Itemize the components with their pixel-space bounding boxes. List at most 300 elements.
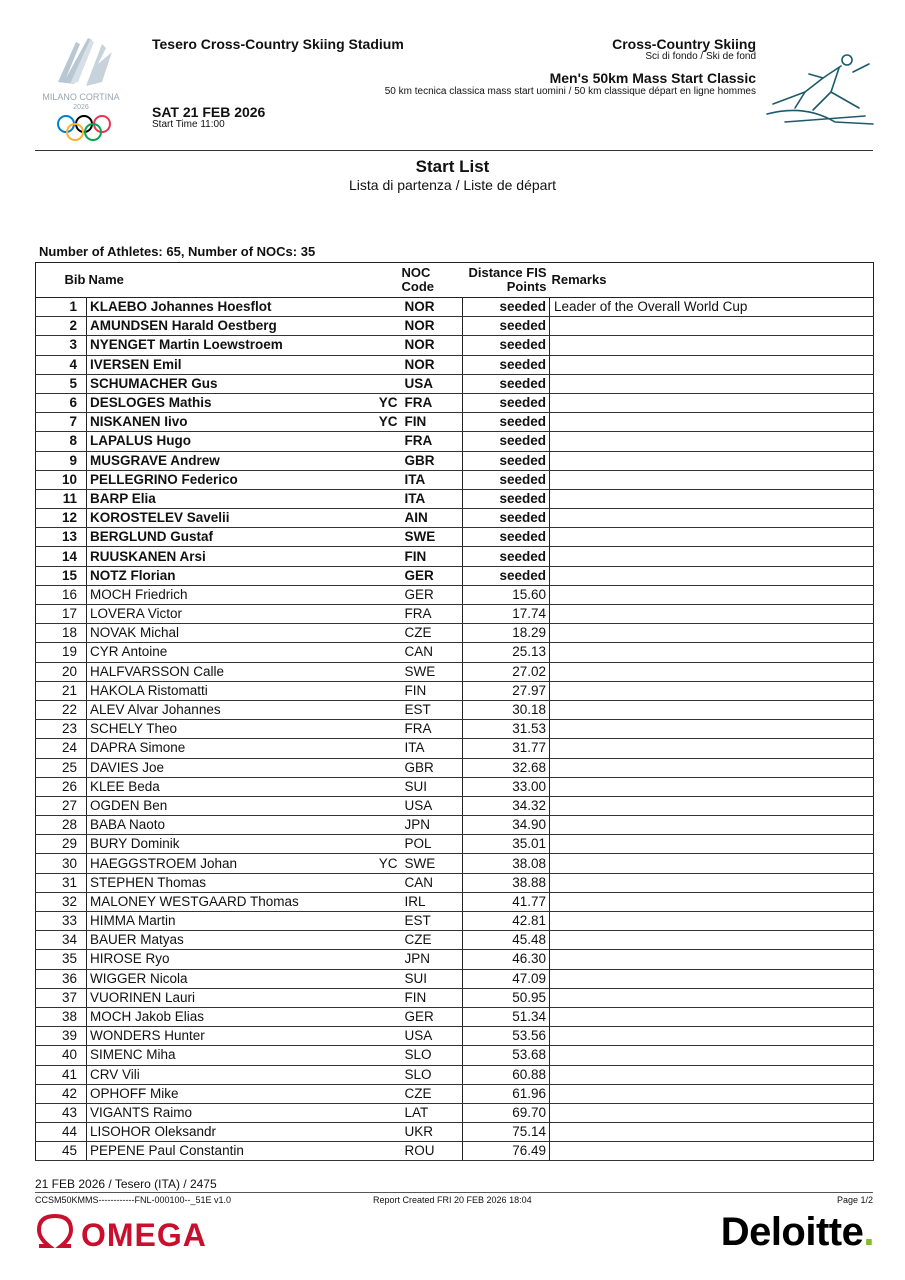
page-title: Start List bbox=[415, 157, 490, 176]
fis-points-cell: 61.96 bbox=[463, 1084, 550, 1103]
noc-code-cell: EST bbox=[402, 912, 463, 931]
remarks-cell bbox=[550, 585, 874, 604]
remarks-cell bbox=[550, 393, 874, 412]
table-header-row bbox=[36, 263, 874, 298]
bib-cell: 34 bbox=[36, 931, 87, 950]
athlete-name-cell: AMUNDSEN Harald Oestberg bbox=[87, 317, 377, 336]
noc-code-cell: GER bbox=[402, 585, 463, 604]
athlete-name-cell: MALONEY WESTGAARD Thomas bbox=[87, 892, 377, 911]
fis-points-cell: 31.77 bbox=[463, 739, 550, 758]
noc-code-cell: ITA bbox=[402, 470, 463, 489]
bib-cell: 33 bbox=[36, 912, 87, 931]
fis-points-cell: seeded bbox=[463, 451, 550, 470]
logo-text: MILANO CORTINA bbox=[42, 92, 120, 102]
fis-points-cell: seeded bbox=[463, 566, 550, 585]
noc-code-cell: CZE bbox=[402, 931, 463, 950]
noc-code-cell: SUI bbox=[402, 969, 463, 988]
athlete-name-cell: HIMMA Martin bbox=[87, 912, 377, 931]
young-category-cell bbox=[377, 1027, 402, 1046]
fis-points-cell: 50.95 bbox=[463, 988, 550, 1007]
remarks-cell bbox=[550, 912, 874, 931]
athlete-name-cell: WONDERS Hunter bbox=[87, 1027, 377, 1046]
athlete-name-cell: SCHELY Theo bbox=[87, 720, 377, 739]
athlete-name-cell: NOTZ Florian bbox=[87, 566, 377, 585]
remarks-cell bbox=[550, 509, 874, 528]
athlete-name-cell: BAUER Matyas bbox=[87, 931, 377, 950]
remarks-cell bbox=[550, 1065, 874, 1084]
young-category-cell bbox=[377, 681, 402, 700]
milano-cortina-2026-logo bbox=[36, 34, 126, 146]
young-category-cell bbox=[377, 662, 402, 681]
bib-cell: 21 bbox=[36, 681, 87, 700]
young-category-cell bbox=[377, 432, 402, 451]
bib-cell: 17 bbox=[36, 605, 87, 624]
table-row bbox=[36, 393, 874, 412]
athlete-name-cell: BABA Naoto bbox=[87, 816, 377, 835]
fis-points-cell: 38.08 bbox=[463, 854, 550, 873]
footer-date-location: 21 FEB 2026 / Tesero (ITA) / 2475 bbox=[35, 1177, 217, 1191]
fis-points-cell: 27.02 bbox=[463, 662, 550, 681]
fis-points-cell: 53.68 bbox=[463, 1046, 550, 1065]
header-noc-code bbox=[402, 263, 463, 298]
table-row bbox=[36, 451, 874, 470]
sport-name: Cross-Country Skiing bbox=[612, 36, 756, 52]
athlete-name-cell: NISKANEN Iivo bbox=[87, 413, 377, 432]
noc-code-cell: NOR bbox=[402, 355, 463, 374]
header-name: Name bbox=[87, 263, 377, 298]
table-row bbox=[36, 413, 874, 432]
bib-cell: 37 bbox=[36, 988, 87, 1007]
athlete-name-cell: MOCH Friedrich bbox=[87, 585, 377, 604]
bib-cell: 32 bbox=[36, 892, 87, 911]
remarks-cell bbox=[550, 1046, 874, 1065]
fis-points-cell: 53.56 bbox=[463, 1027, 550, 1046]
bib-cell: 31 bbox=[36, 873, 87, 892]
young-category-cell bbox=[377, 355, 402, 374]
young-category-cell bbox=[377, 528, 402, 547]
young-category-cell bbox=[377, 1142, 402, 1161]
bib-cell: 42 bbox=[36, 1084, 87, 1103]
young-category-cell: YC bbox=[377, 393, 402, 412]
table-row bbox=[36, 796, 874, 815]
remarks-cell bbox=[550, 662, 874, 681]
noc-code-cell: CZE bbox=[402, 1084, 463, 1103]
header-remarks: Remarks bbox=[550, 263, 874, 298]
header-bib: Bib bbox=[36, 263, 87, 298]
fis-points-cell: seeded bbox=[463, 432, 550, 451]
bib-cell: 28 bbox=[36, 816, 87, 835]
noc-code-cell: NOR bbox=[402, 298, 463, 317]
young-category-cell bbox=[377, 700, 402, 719]
bib-cell: 45 bbox=[36, 1142, 87, 1161]
remarks-cell bbox=[550, 317, 874, 336]
young-category-cell bbox=[377, 451, 402, 470]
table-row bbox=[36, 758, 874, 777]
remarks-cell bbox=[550, 1123, 874, 1142]
table-row bbox=[36, 700, 874, 719]
venue-name: Tesero Cross-Country Skiing Stadium bbox=[152, 36, 404, 52]
remarks-cell bbox=[550, 969, 874, 988]
young-category-cell bbox=[377, 969, 402, 988]
fis-points-cell: seeded bbox=[463, 413, 550, 432]
young-category-cell: YC bbox=[377, 413, 402, 432]
noc-code-cell: EST bbox=[402, 700, 463, 719]
young-category-cell bbox=[377, 298, 402, 317]
remarks-cell bbox=[550, 1103, 874, 1122]
event-name-translations: 50 km tecnica classica mass start uomini / 50 km classique départ en ligne hommes bbox=[384, 86, 756, 97]
remarks-cell bbox=[550, 374, 874, 393]
remarks-cell bbox=[550, 892, 874, 911]
athlete-name-cell: MUSGRAVE Andrew bbox=[87, 451, 377, 470]
remarks-cell bbox=[550, 1027, 874, 1046]
athlete-name-cell: SIMENC Miha bbox=[87, 1046, 377, 1065]
bib-cell: 6 bbox=[36, 393, 87, 412]
bib-cell: 2 bbox=[36, 317, 87, 336]
bib-cell: 26 bbox=[36, 777, 87, 796]
table-row bbox=[36, 317, 874, 336]
noc-code-cell: NOR bbox=[402, 317, 463, 336]
fis-points-cell: 17.74 bbox=[463, 605, 550, 624]
remarks-cell bbox=[550, 336, 874, 355]
young-category-cell bbox=[377, 624, 402, 643]
bib-cell: 3 bbox=[36, 336, 87, 355]
athlete-name-cell: SCHUMACHER Gus bbox=[87, 374, 377, 393]
event-name: Men's 50km Mass Start Classic bbox=[549, 70, 756, 86]
young-category-cell bbox=[377, 816, 402, 835]
noc-code-cell: FIN bbox=[402, 988, 463, 1007]
athlete-name-cell: IVERSEN Emil bbox=[87, 355, 377, 374]
remarks-cell bbox=[550, 988, 874, 1007]
remarks-cell bbox=[550, 432, 874, 451]
bib-cell: 12 bbox=[36, 509, 87, 528]
noc-code-cell: FRA bbox=[402, 432, 463, 451]
table-row bbox=[36, 988, 874, 1007]
young-category-cell bbox=[377, 643, 402, 662]
noc-code-cell: FRA bbox=[402, 605, 463, 624]
young-category-cell bbox=[377, 509, 402, 528]
table-row bbox=[36, 873, 874, 892]
table-row bbox=[36, 470, 874, 489]
noc-code-cell: CAN bbox=[402, 873, 463, 892]
fis-points-cell: 15.60 bbox=[463, 585, 550, 604]
young-category-cell bbox=[377, 605, 402, 624]
athlete-name-cell: BARP Elia bbox=[87, 489, 377, 508]
table-row bbox=[36, 355, 874, 374]
remarks-cell bbox=[550, 489, 874, 508]
table-row bbox=[36, 643, 874, 662]
fis-points-cell: seeded bbox=[463, 355, 550, 374]
noc-code-cell: GBR bbox=[402, 758, 463, 777]
omega-logo bbox=[35, 1212, 235, 1254]
bib-cell: 5 bbox=[36, 374, 87, 393]
bib-cell: 16 bbox=[36, 585, 87, 604]
omega-symbol-icon bbox=[39, 1216, 71, 1246]
deloitte-logo bbox=[721, 1210, 874, 1254]
remarks-cell bbox=[550, 816, 874, 835]
fis-points-cell: seeded bbox=[463, 528, 550, 547]
noc-code-cell: JPN bbox=[402, 816, 463, 835]
athlete-name-cell: LAPALUS Hugo bbox=[87, 432, 377, 451]
table-row bbox=[36, 931, 874, 950]
bib-cell: 4 bbox=[36, 355, 87, 374]
fis-points-cell: 27.97 bbox=[463, 681, 550, 700]
athlete-name-cell: HALFVARSSON Calle bbox=[87, 662, 377, 681]
noc-code-cell: POL bbox=[402, 835, 463, 854]
header-points-line2: Points bbox=[506, 279, 547, 294]
athlete-name-cell: MOCH Jakob Elias bbox=[87, 1007, 377, 1026]
athlete-name-cell: DAPRA Simone bbox=[87, 739, 377, 758]
athlete-name-cell: VUORINEN Lauri bbox=[87, 988, 377, 1007]
table-row bbox=[36, 547, 874, 566]
table-row bbox=[36, 1084, 874, 1103]
fis-points-cell: seeded bbox=[463, 489, 550, 508]
noc-code-cell: CZE bbox=[402, 624, 463, 643]
noc-code-cell: GER bbox=[402, 566, 463, 585]
bib-cell: 44 bbox=[36, 1123, 87, 1142]
athlete-name-cell: ALEV Alvar Johannes bbox=[87, 700, 377, 719]
table-row bbox=[36, 566, 874, 585]
athlete-name-cell: NOVAK Michal bbox=[87, 624, 377, 643]
noc-code-cell: GER bbox=[402, 1007, 463, 1026]
header-points bbox=[463, 263, 550, 298]
remarks-cell bbox=[550, 624, 874, 643]
table-row bbox=[36, 950, 874, 969]
bib-cell: 9 bbox=[36, 451, 87, 470]
noc-code-cell: USA bbox=[402, 1027, 463, 1046]
noc-code-cell: FIN bbox=[402, 681, 463, 700]
remarks-cell bbox=[550, 1142, 874, 1161]
table-row bbox=[36, 1123, 874, 1142]
young-category-cell bbox=[377, 336, 402, 355]
young-category-cell bbox=[377, 758, 402, 777]
fis-points-cell: 51.34 bbox=[463, 1007, 550, 1026]
table-row bbox=[36, 969, 874, 988]
athlete-name-cell: KOROSTELEV Savelii bbox=[87, 509, 377, 528]
table-row bbox=[36, 1065, 874, 1084]
bib-cell: 43 bbox=[36, 1103, 87, 1122]
m26-mark-icon bbox=[58, 38, 112, 86]
fis-points-cell: seeded bbox=[463, 393, 550, 412]
fis-points-cell: 41.77 bbox=[463, 892, 550, 911]
table-row bbox=[36, 489, 874, 508]
fis-points-cell: 35.01 bbox=[463, 835, 550, 854]
fis-points-cell: seeded bbox=[463, 547, 550, 566]
bib-cell: 29 bbox=[36, 835, 87, 854]
noc-code-cell: CAN bbox=[402, 643, 463, 662]
young-category-cell bbox=[377, 1046, 402, 1065]
young-category-cell bbox=[377, 931, 402, 950]
remarks-cell bbox=[550, 547, 874, 566]
bib-cell: 20 bbox=[36, 662, 87, 681]
fis-points-cell: 45.48 bbox=[463, 931, 550, 950]
table-row bbox=[36, 336, 874, 355]
bib-cell: 10 bbox=[36, 470, 87, 489]
start-time: Start Time 11:00 bbox=[152, 119, 225, 130]
cross-country-skier-pictogram bbox=[765, 52, 875, 128]
fis-points-cell: seeded bbox=[463, 374, 550, 393]
table-row bbox=[36, 1046, 874, 1065]
bib-cell: 41 bbox=[36, 1065, 87, 1084]
footer-page-number: Page 1/2 bbox=[836, 1195, 873, 1205]
young-category-cell bbox=[377, 796, 402, 815]
noc-code-cell: ITA bbox=[402, 489, 463, 508]
fis-points-cell: 69.70 bbox=[463, 1103, 550, 1122]
noc-code-cell: SWE bbox=[402, 528, 463, 547]
bib-cell: 22 bbox=[36, 700, 87, 719]
fis-points-cell: seeded bbox=[463, 298, 550, 317]
fis-points-cell: 60.88 bbox=[463, 1065, 550, 1084]
young-category-cell bbox=[377, 950, 402, 969]
remarks-cell bbox=[550, 451, 874, 470]
remarks-cell bbox=[550, 643, 874, 662]
athlete-name-cell: BURY Dominik bbox=[87, 835, 377, 854]
fis-points-cell: 46.30 bbox=[463, 950, 550, 969]
fis-points-cell: 25.13 bbox=[463, 643, 550, 662]
athlete-name-cell: DESLOGES Mathis bbox=[87, 393, 377, 412]
table-row bbox=[36, 1103, 874, 1122]
omega-wordmark: OMEGA bbox=[81, 1217, 207, 1253]
table-row bbox=[36, 739, 874, 758]
noc-code-cell: JPN bbox=[402, 950, 463, 969]
remarks-cell bbox=[550, 528, 874, 547]
remarks-cell bbox=[550, 873, 874, 892]
noc-code-cell: USA bbox=[402, 374, 463, 393]
noc-code-cell: SLO bbox=[402, 1046, 463, 1065]
athlete-name-cell: HAEGGSTROEM Johan bbox=[87, 854, 377, 873]
table-row bbox=[36, 528, 874, 547]
bib-cell: 13 bbox=[36, 528, 87, 547]
fis-points-cell: seeded bbox=[463, 470, 550, 489]
table-row bbox=[36, 298, 874, 317]
remarks-cell bbox=[550, 681, 874, 700]
table-row bbox=[36, 374, 874, 393]
fis-points-cell: seeded bbox=[463, 509, 550, 528]
table-row bbox=[36, 605, 874, 624]
noc-code-cell: SWE bbox=[402, 662, 463, 681]
fis-points-cell: 32.68 bbox=[463, 758, 550, 777]
bib-cell: 30 bbox=[36, 854, 87, 873]
athlete-name-cell: KLEE Beda bbox=[87, 777, 377, 796]
bib-cell: 23 bbox=[36, 720, 87, 739]
remarks-cell bbox=[550, 355, 874, 374]
young-category-cell bbox=[377, 374, 402, 393]
athlete-name-cell: CYR Antoine bbox=[87, 643, 377, 662]
table-row bbox=[36, 681, 874, 700]
start-list-table bbox=[35, 262, 874, 1161]
table-row bbox=[36, 585, 874, 604]
bib-cell: 19 bbox=[36, 643, 87, 662]
remarks-cell bbox=[550, 413, 874, 432]
young-category-cell bbox=[377, 1123, 402, 1142]
table-row bbox=[36, 835, 874, 854]
remarks-cell bbox=[550, 835, 874, 854]
athlete-name-cell: DAVIES Joe bbox=[87, 758, 377, 777]
bib-cell: 7 bbox=[36, 413, 87, 432]
remarks-cell bbox=[550, 854, 874, 873]
table-row bbox=[36, 816, 874, 835]
athlete-name-cell: PELLEGRINO Federico bbox=[87, 470, 377, 489]
table-row bbox=[36, 509, 874, 528]
table-row bbox=[36, 1142, 874, 1161]
noc-code-cell: SWE bbox=[402, 854, 463, 873]
fis-points-cell: 42.81 bbox=[463, 912, 550, 931]
table-row bbox=[36, 624, 874, 643]
young-category-cell bbox=[377, 739, 402, 758]
athlete-name-cell: HIROSE Ryo bbox=[87, 950, 377, 969]
table-row bbox=[36, 892, 874, 911]
noc-code-cell: NOR bbox=[402, 336, 463, 355]
athlete-name-cell: LISOHOR Oleksandr bbox=[87, 1123, 377, 1142]
remarks-cell bbox=[550, 796, 874, 815]
fis-points-cell: 47.09 bbox=[463, 969, 550, 988]
noc-code-cell: UKR bbox=[402, 1123, 463, 1142]
noc-code-cell: FIN bbox=[402, 413, 463, 432]
fis-points-cell: seeded bbox=[463, 336, 550, 355]
noc-code-cell: ROU bbox=[402, 1142, 463, 1161]
page-subtitle: Lista di partenza / Liste de départ bbox=[348, 177, 557, 193]
fis-points-cell: 38.88 bbox=[463, 873, 550, 892]
olympic-rings-icon bbox=[58, 116, 110, 140]
young-category-cell bbox=[377, 1065, 402, 1084]
noc-code-cell: FIN bbox=[402, 547, 463, 566]
bib-cell: 14 bbox=[36, 547, 87, 566]
bib-cell: 18 bbox=[36, 624, 87, 643]
young-category-cell bbox=[377, 566, 402, 585]
athlete-name-cell: OGDEN Ben bbox=[87, 796, 377, 815]
bib-cell: 27 bbox=[36, 796, 87, 815]
fis-points-cell: 33.00 bbox=[463, 777, 550, 796]
athlete-name-cell: PEPENE Paul Constantin bbox=[87, 1142, 377, 1161]
fis-points-cell: 34.32 bbox=[463, 796, 550, 815]
table-row bbox=[36, 854, 874, 873]
athlete-name-cell: CRV Vili bbox=[87, 1065, 377, 1084]
footer-report-created: Report Created FRI 20 FEB 2026 18:04 bbox=[373, 1195, 532, 1205]
young-category-cell bbox=[377, 777, 402, 796]
noc-code-cell: FRA bbox=[402, 393, 463, 412]
young-category-cell bbox=[377, 317, 402, 336]
athlete-name-cell: RUUSKANEN Arsi bbox=[87, 547, 377, 566]
bib-cell: 24 bbox=[36, 739, 87, 758]
header-noc-line1: NOC bbox=[401, 265, 431, 280]
bib-cell: 39 bbox=[36, 1027, 87, 1046]
bib-cell: 1 bbox=[36, 298, 87, 317]
remarks-cell bbox=[550, 950, 874, 969]
fis-points-cell: 34.90 bbox=[463, 816, 550, 835]
table-row bbox=[36, 1007, 874, 1026]
remarks-cell bbox=[550, 566, 874, 585]
bib-cell: 8 bbox=[36, 432, 87, 451]
athlete-name-cell: KLAEBO Johannes Hoesflot bbox=[87, 298, 377, 317]
young-category-cell bbox=[377, 470, 402, 489]
young-category-cell bbox=[377, 873, 402, 892]
athlete-summary: Number of Athletes: 65, Number of NOCs: 35 bbox=[39, 244, 316, 259]
noc-code-cell: AIN bbox=[402, 509, 463, 528]
remarks-cell bbox=[550, 700, 874, 719]
table-row bbox=[36, 432, 874, 451]
noc-code-cell: LAT bbox=[402, 1103, 463, 1122]
remarks-cell bbox=[550, 777, 874, 796]
deloitte-wordmark: Deloitte bbox=[720, 1210, 864, 1254]
noc-code-cell: GBR bbox=[402, 451, 463, 470]
footer-divider bbox=[35, 1192, 873, 1193]
young-category-cell bbox=[377, 835, 402, 854]
bib-cell: 40 bbox=[36, 1046, 87, 1065]
young-category-cell bbox=[377, 892, 402, 911]
footer-report-code: CCSM50KMMS------------FNL-000100--_51E v1.0 bbox=[35, 1195, 232, 1205]
athlete-name-cell: VIGANTS Raimo bbox=[87, 1103, 377, 1122]
fis-points-cell: 18.29 bbox=[463, 624, 550, 643]
athlete-name-cell: BERGLUND Gustaf bbox=[87, 528, 377, 547]
